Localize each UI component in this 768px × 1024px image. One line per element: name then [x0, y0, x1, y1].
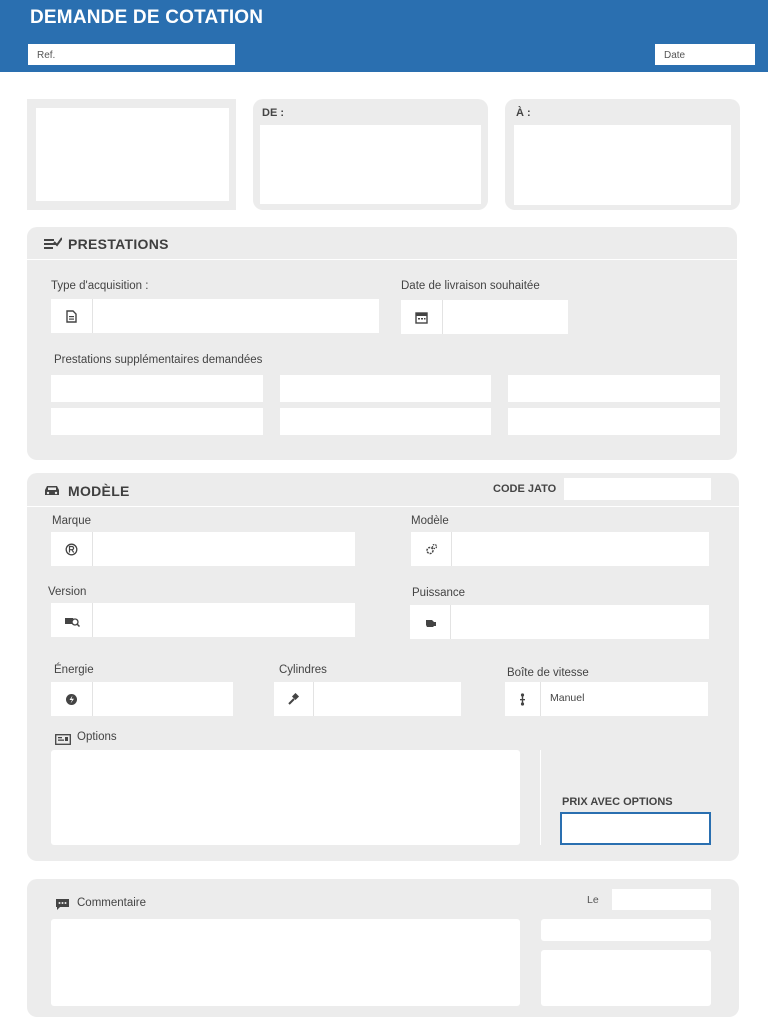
gearshift-icon [505, 682, 541, 716]
ref-field[interactable]: Ref. [28, 44, 235, 65]
options-icon [55, 732, 71, 750]
extra-service-3[interactable] [508, 375, 720, 402]
extra-service-1[interactable] [51, 375, 263, 402]
acquisition-label: Type d'acquisition : [51, 280, 149, 292]
extra-services-label: Prestations supplémentaires demandées [54, 354, 263, 366]
options-textarea[interactable] [51, 750, 520, 845]
commentaire-label: Commentaire [77, 897, 147, 909]
le-date-input[interactable] [612, 889, 711, 910]
modele-title: MODÈLE [68, 483, 130, 499]
signature-box[interactable] [541, 950, 711, 1006]
boite-field[interactable] [505, 682, 708, 716]
options-label: Options [77, 731, 117, 743]
to-label: À : [516, 107, 531, 119]
options-separator [540, 750, 541, 845]
puissance-field[interactable] [410, 605, 709, 639]
modele-label: Modèle [411, 515, 449, 527]
marque-field[interactable] [51, 532, 355, 566]
signature-name-input[interactable] [541, 919, 711, 941]
energy-icon [51, 682, 93, 716]
commentaire-textarea[interactable] [51, 919, 520, 1006]
prestations-divider [27, 259, 737, 260]
delivery-field[interactable] [401, 300, 568, 334]
car-search-icon [51, 603, 93, 637]
registered-icon [51, 532, 93, 566]
extra-service-2[interactable] [280, 375, 491, 402]
modele-divider [27, 506, 739, 507]
to-box[interactable] [514, 125, 731, 205]
energie-label: Énergie [54, 664, 94, 676]
prestations-title: PRESTATIONS [68, 236, 169, 252]
le-label: Le [587, 894, 599, 906]
extra-service-5[interactable] [280, 408, 491, 435]
calendar-icon [401, 300, 443, 334]
boite-label: Boîte de vitesse [507, 667, 589, 679]
prix-input[interactable] [560, 812, 711, 845]
extra-service-4[interactable] [51, 408, 263, 435]
from-box[interactable] [260, 125, 481, 204]
document-icon [51, 299, 93, 333]
engine-icon [410, 605, 451, 639]
extra-service-6[interactable] [508, 408, 720, 435]
code-jato-label: CODE JATO [493, 483, 557, 495]
modele-field[interactable] [411, 532, 709, 566]
gears-icon [411, 532, 452, 566]
comment-icon [55, 898, 70, 916]
energie-field[interactable] [51, 682, 233, 716]
acquisition-field[interactable] [51, 299, 379, 333]
version-field[interactable] [51, 603, 355, 637]
cylindres-label: Cylindres [279, 664, 327, 676]
cylindres-field[interactable] [274, 682, 461, 716]
from-label: DE : [262, 107, 284, 119]
marque-label: Marque [52, 515, 91, 527]
code-jato-input[interactable] [564, 478, 711, 500]
puissance-label: Puissance [412, 587, 466, 599]
car-icon [44, 483, 60, 502]
delivery-label: Date de livraison souhaitée [401, 280, 540, 292]
version-label: Version [48, 586, 87, 598]
boite-value: Manuel [550, 692, 585, 704]
date-field[interactable]: Date [655, 44, 755, 65]
prix-label: PRIX AVEC OPTIONS [562, 796, 673, 808]
page-title: DEMANDE DE COTATION [30, 7, 264, 28]
checklist-icon [44, 236, 62, 255]
logo-box[interactable] [36, 108, 229, 201]
piston-icon [274, 682, 314, 716]
